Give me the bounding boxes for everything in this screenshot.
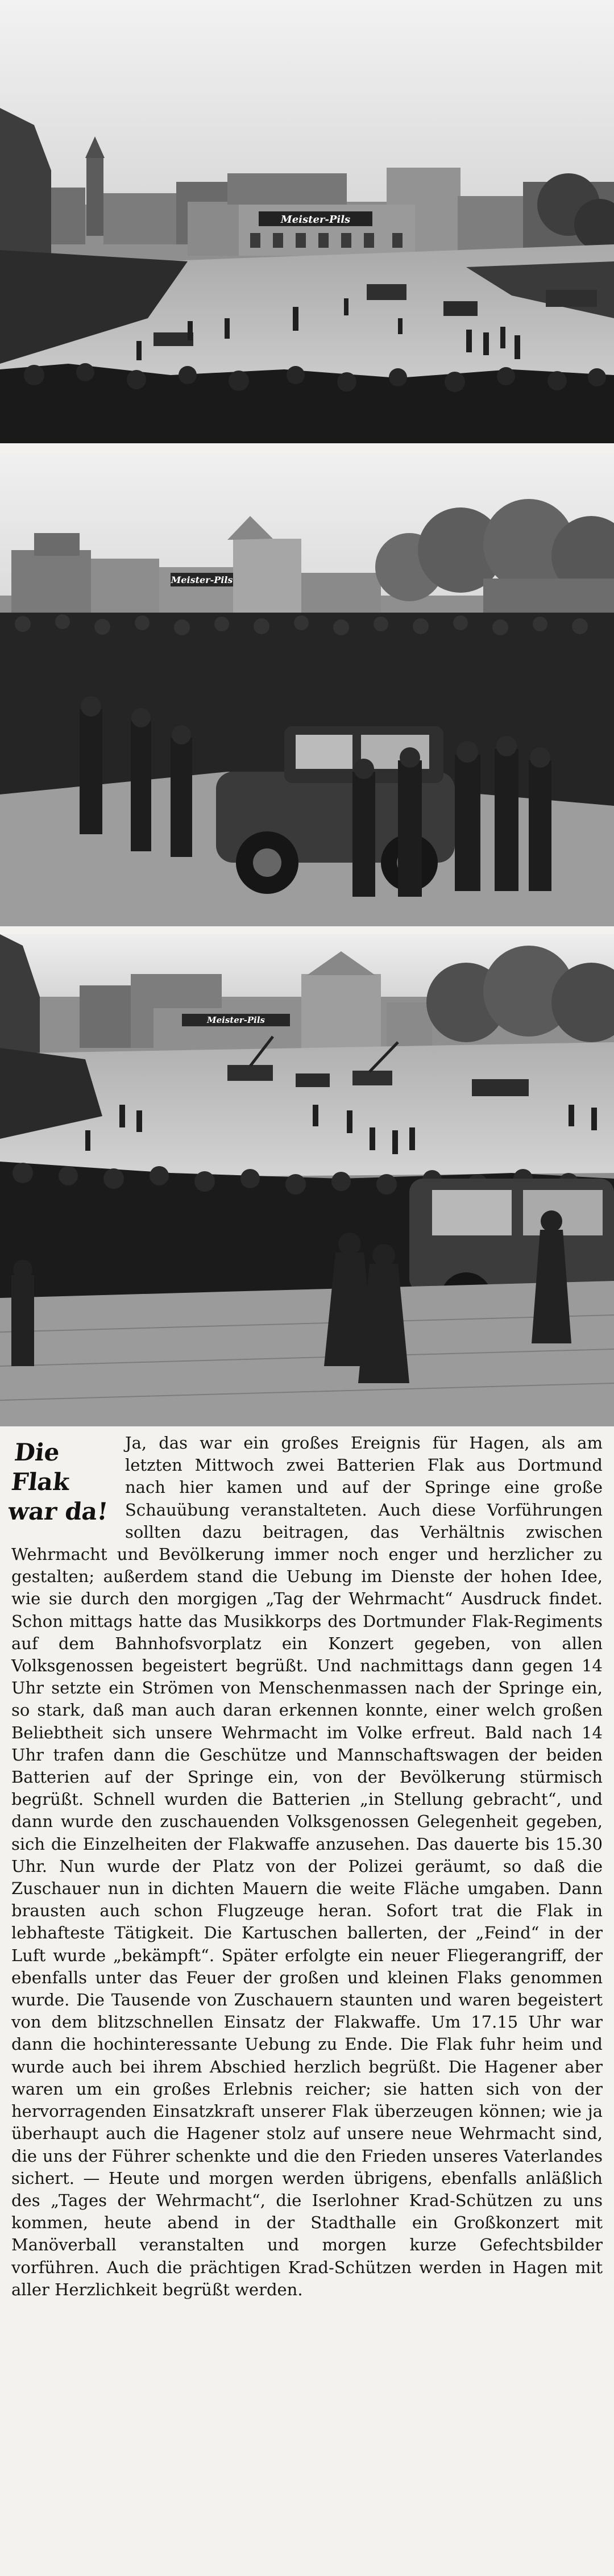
article-body: Ja, das war ein großes Ereignis für Hagen, als am letzten Mittwoch zwei Batterien Flak aus Dortmund nach hier kamen und auf der Springe eine große Schauübung veranstalteten. Auch diese Vorführungen sollten dazu beitragen, das Verhältnis zwischen Wehrmacht und Bevölkerung immer noch enger und herzlicher zu gestalten; außerdem stand die Uebung im Dienste der hohen Idee, wie sie durch den morgigen „Tag der Wehrmacht“ Ausdruck findet. Schon mittags hatte das Musikkorps des Dortmunder Flak-Regiments auf dem Bahnhofsvorplatz ein Konzert gegeben, von allen Volksgenossen begeistert begrüßt. Und nachmittags dann gegen 14 Uhr setzte ein Strömen von Menschenmassen nach der Springe ein, so stark, daß man auch daran erkennen konnte, einer welch großen Beliebtheit sich unsere Wehrmacht im Volke erfreut. Bald nach 14 Uhr trafen dann die Geschütze und Mannschaftswagen der beiden Batterien auf der Springe ein, von der Bevölkerung stürmisch begrüßt. Schnell wurden die Batterien „in Stellung gebracht“, und dann wurde den zuschauenden Volksgenossen Gelegenheit gegeben, sich die Einzelheiten der Flakwaffe anzusehen. Das dauerte bis 15.30 Uhr. Nun wurde der Platz von der Polizei geräumt, so daß die Zuschauer nun in dichten Mauern die weite Fläche umgaben. Dann brausten auch schon Flugzeuge heran. Sofort trat die Flak in lebhafteste Tätigkeit. Die Kartuschen ballerten, der „Feind“ in der Luft wurde „bekämpft“. Später erfolgte ein neuer Fliegerangriff, der ebenfalls unter das Feuer der großen und kleinen Flaks genommen wurde. Die Tausende von Zuschauern staunten und waren begeistert von dem blitzschnellen Einsatz der Flakwaffe. Um 17.15 Uhr war dann die hochinteressante Uebung zu Ende. Die Flak fuhr heim und wurde auch bei ihrem Abschied herzlich begrüßt. Die Hagener aber waren um ein großes Erlebnis reicher; sie hatten sich von der hervorragenden Einsatzkraft unserer Flak überzeugen können; wie ja überhaupt auch die Hagener stolz auf unsere neue Wehrmacht sind, die uns der Führer schenkte und die den Frieden unseres Vaterlandes sichert. — Heute und morgen werden übrigens, ebenfalls anläßlich des „Tages der Wehrmacht“, die Iserlohner Krad-Schützen zu uns kommen, heute abend in der Stadthalle ein Großkonzert mit Manöverball veranstalten und morgen kurze Gefechtsbilder vorführen. Auch die prächtigen Krad-Schützen werden in Hagen mit aller Herzlichkeit begrüßt werden. — [11, 1433, 603, 2299]
meister-pils-sign: Meister-Pils — [206, 1015, 265, 1025]
article-headline: Die Flak war da! — [7, 1438, 110, 1525]
meister-pils-sign: Meister-Pils — [171, 575, 233, 585]
photo-crowd-with-car — [0, 453, 614, 926]
meister-pils-sign: Meister-Pils — [280, 214, 351, 226]
photo-square-overview — [0, 0, 614, 443]
article — [0, 1432, 614, 2576]
photo-square-spectators — [0, 934, 614, 1426]
